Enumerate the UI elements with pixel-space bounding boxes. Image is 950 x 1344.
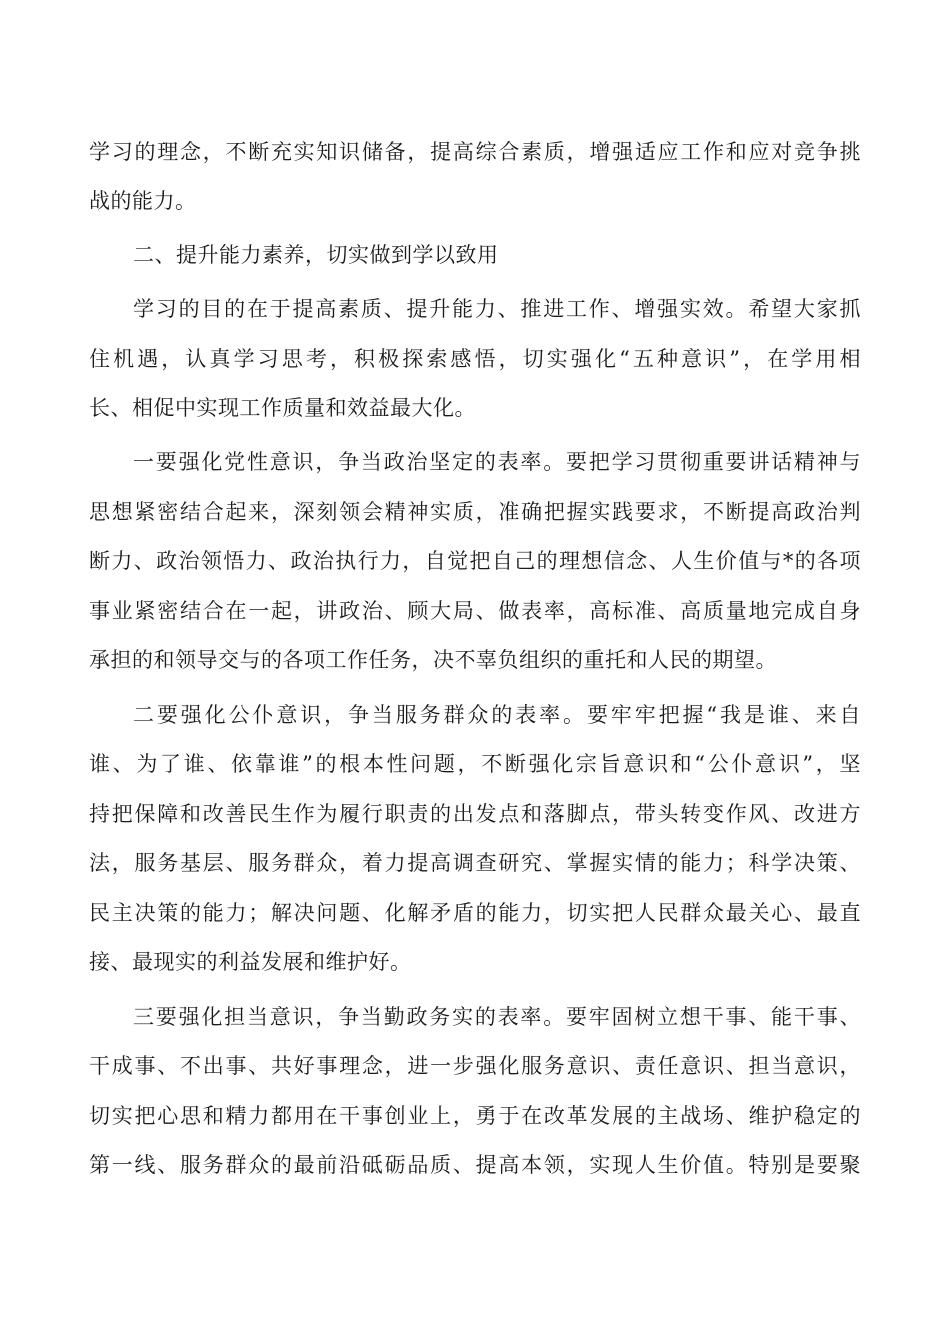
text-line: 学习的目的在于提高素质、提升能力、推进工作、增强实效。希望大家抓 xyxy=(133,297,861,321)
text-line: 持把保障和改善民生作为履行职责的出发点和落脚点，带头转变作风、改进方 xyxy=(89,802,861,826)
text-line: 断力、政治领悟力、政治执行力，自觉把自己的理想信念、人生价值与*的各项 xyxy=(89,549,861,573)
text-line: 承担的和领导交与的各项工作任务，决不辜负组织的重托和人民的期望。 xyxy=(89,648,777,672)
text-line: 干成事、不出事、共好事理念，进一步强化服务意识、责任意识、担当意识， xyxy=(89,1054,861,1078)
text-line: 民主决策的能力；解决问题、化解矛盾的能力，切实把人民群众最关心、最直 xyxy=(89,901,861,925)
text-line: 切实把心思和精力都用在干事创业上，勇于在改革发展的主战场、维护稳定的 xyxy=(89,1104,861,1128)
text-line: 谁、为了谁、依靠谁”的根本性问题，不断强化宗旨意识和“公仆意识”，坚 xyxy=(89,752,861,776)
text-line: 住机遇，认真学习思考，积极探索感悟，切实强化“五种意识”，在学用相 xyxy=(89,347,861,371)
text-line: 三要强化担当意识，争当勤政务实的表率。要牢固树立想干事、能干事、 xyxy=(133,1005,861,1029)
text-line: 学习的理念，不断充实知识储备，提高综合素质，增强适应工作和应对竞争挑 xyxy=(89,140,861,164)
text-line: 长、相促中实现工作质量和效益最大化。 xyxy=(89,396,476,420)
section-heading: 二、提升能力素养，切实做到学以致用 xyxy=(133,243,499,267)
text-line: 事业紧密结合在一起，讲政治、顾大局、做表率，高标准、高质量地完成自身 xyxy=(89,599,861,623)
text-line: 接、最现实的利益发展和维护好。 xyxy=(89,950,412,974)
text-line: 一要强化党性意识，争当政治坚定的表率。要把学习贯彻重要讲话精神与 xyxy=(133,450,861,474)
text-line: 二要强化公仆意识，争当服务群众的表率。要牢牢把握“我是谁、来自 xyxy=(133,703,861,727)
text-line: 思想紧密结合起来，深刻领会精神实质，准确把握实践要求，不断提高政治判 xyxy=(89,500,861,524)
text-line: 法，服务基层、服务群众，着力提高调查研究、掌握实情的能力；科学决策、 xyxy=(89,851,861,875)
text-line: 第一线、服务群众的最前沿砥砺品质、提高本领，实现人生价值。特别是要聚 xyxy=(89,1153,861,1177)
text-line: 战的能力。 xyxy=(89,189,197,213)
